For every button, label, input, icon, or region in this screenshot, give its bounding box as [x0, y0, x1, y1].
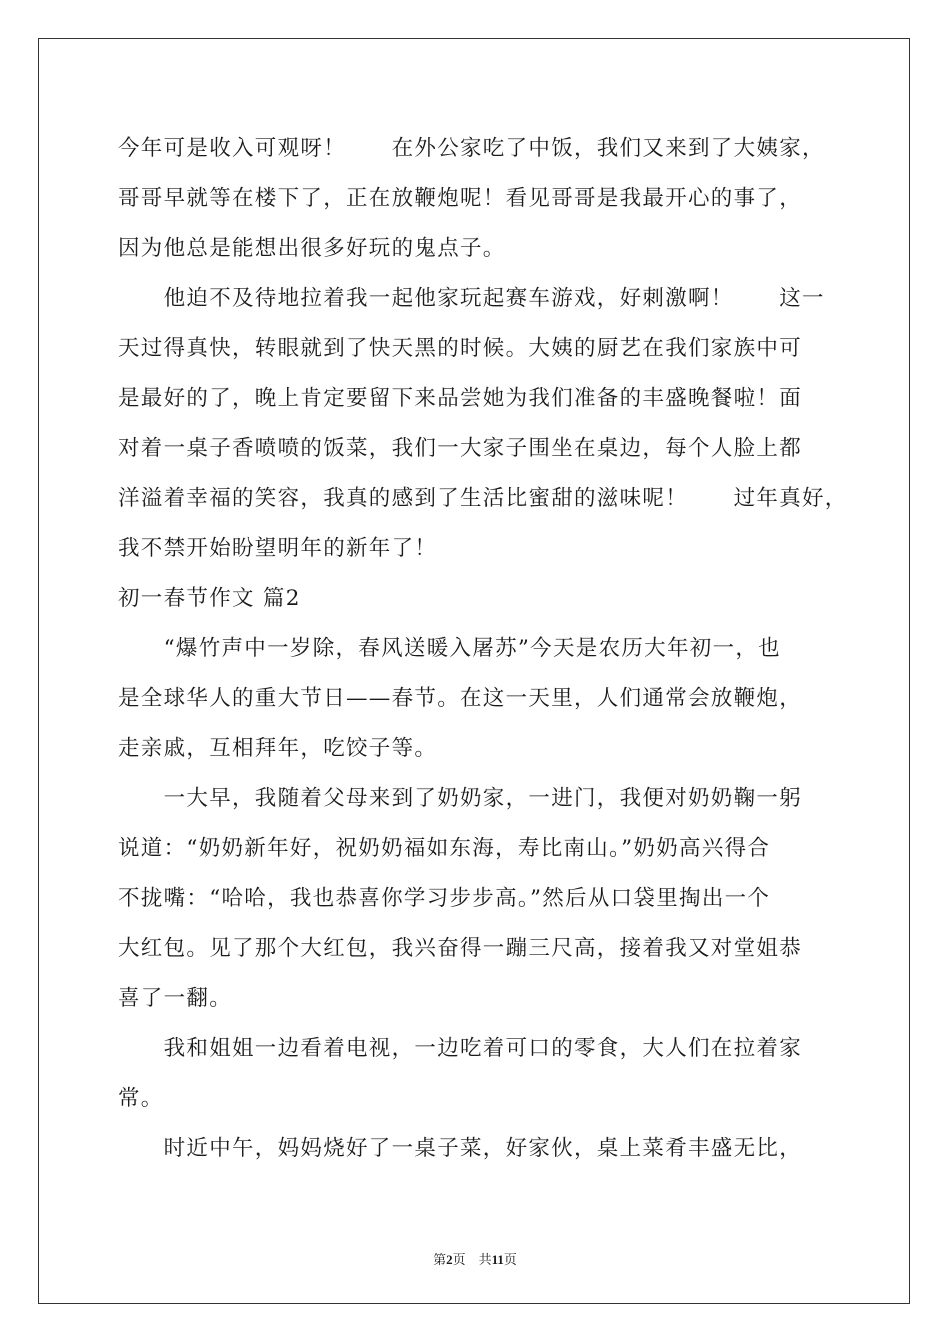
- page-footer: [0, 1249, 950, 1268]
- text-line: 走亲戚，互相拜年，吃饺子等。: [118, 736, 438, 761]
- section-heading: 初一春节作文 篇2: [118, 586, 301, 611]
- text-line: 哥哥早就等在楼下了，正在放鞭炮呢！看见哥哥是我最开心的事了，: [118, 186, 803, 211]
- text-line: 大红包。见了那个大红包，我兴奋得一蹦三尺高，接着我又对堂姐恭: [118, 936, 803, 961]
- text-line: 说道：“奶奶新年好，祝奶奶福如东海，寿比南山。”奶奶高兴得合: [118, 836, 771, 861]
- page-number: 2: [446, 1252, 453, 1267]
- text-line: 我和姐姐一边看着电视，一边吃着可口的零食，大人们在拉着家: [118, 1036, 803, 1061]
- text-line: 时近中午，妈妈烧好了一桌子菜，好家伙，桌上菜肴丰盛无比，: [118, 1136, 803, 1161]
- text-line: 今年可是收入可观呀！ 在外公家吃了中饭，我们又来到了大姨家，: [118, 136, 825, 161]
- text-line: 常。: [118, 1086, 164, 1111]
- page-prefix: 第: [433, 1252, 447, 1267]
- text-line: 不拢嘴：“哈哈，我也恭喜你学习步步高。”然后从口袋里掏出一个: [118, 886, 771, 911]
- text-line: 喜了一翻。: [118, 986, 233, 1011]
- total-prefix: 共: [478, 1252, 492, 1267]
- text-line: 我不禁开始盼望明年的新年了！: [118, 536, 438, 561]
- text-line: 洋溢着幸福的笑容，我真的感到了生活比蜜甜的滋味呢！ 过年真好，: [118, 486, 848, 511]
- total-pages: 11: [491, 1252, 504, 1267]
- text-line: 是最好的了，晚上肯定要留下来品尝她为我们准备的丰盛晚餐啦！面: [118, 386, 803, 411]
- total-suffix: 页: [503, 1252, 517, 1267]
- text-line: 因为他总是能想出很多好玩的鬼点子。: [118, 236, 506, 261]
- text-line: 是全球华人的重大节日——春节。在这一天里，人们通常会放鞭炮，: [118, 686, 803, 711]
- text-line: 对着一桌子香喷喷的饭菜，我们一大家子围坐在桌边，每个人脸上都: [118, 436, 803, 461]
- text-line: “爆竹声中一岁除，春风送暖入屠苏”今天是农历大年初一，也: [118, 636, 781, 661]
- page-suffix: 页: [452, 1252, 466, 1267]
- text-line: 一大早，我随着父母来到了奶奶家，一进门，我便对奶奶鞠一躬: [118, 786, 803, 811]
- text-line: 他迫不及待地拉着我一起他家玩起赛车游戏，好刺激啊！ 这一: [118, 286, 825, 311]
- page-frame: [38, 38, 910, 1304]
- text-line: 天过得真快，转眼就到了快天黑的时候。大姨的厨艺在我们家族中可: [118, 336, 803, 361]
